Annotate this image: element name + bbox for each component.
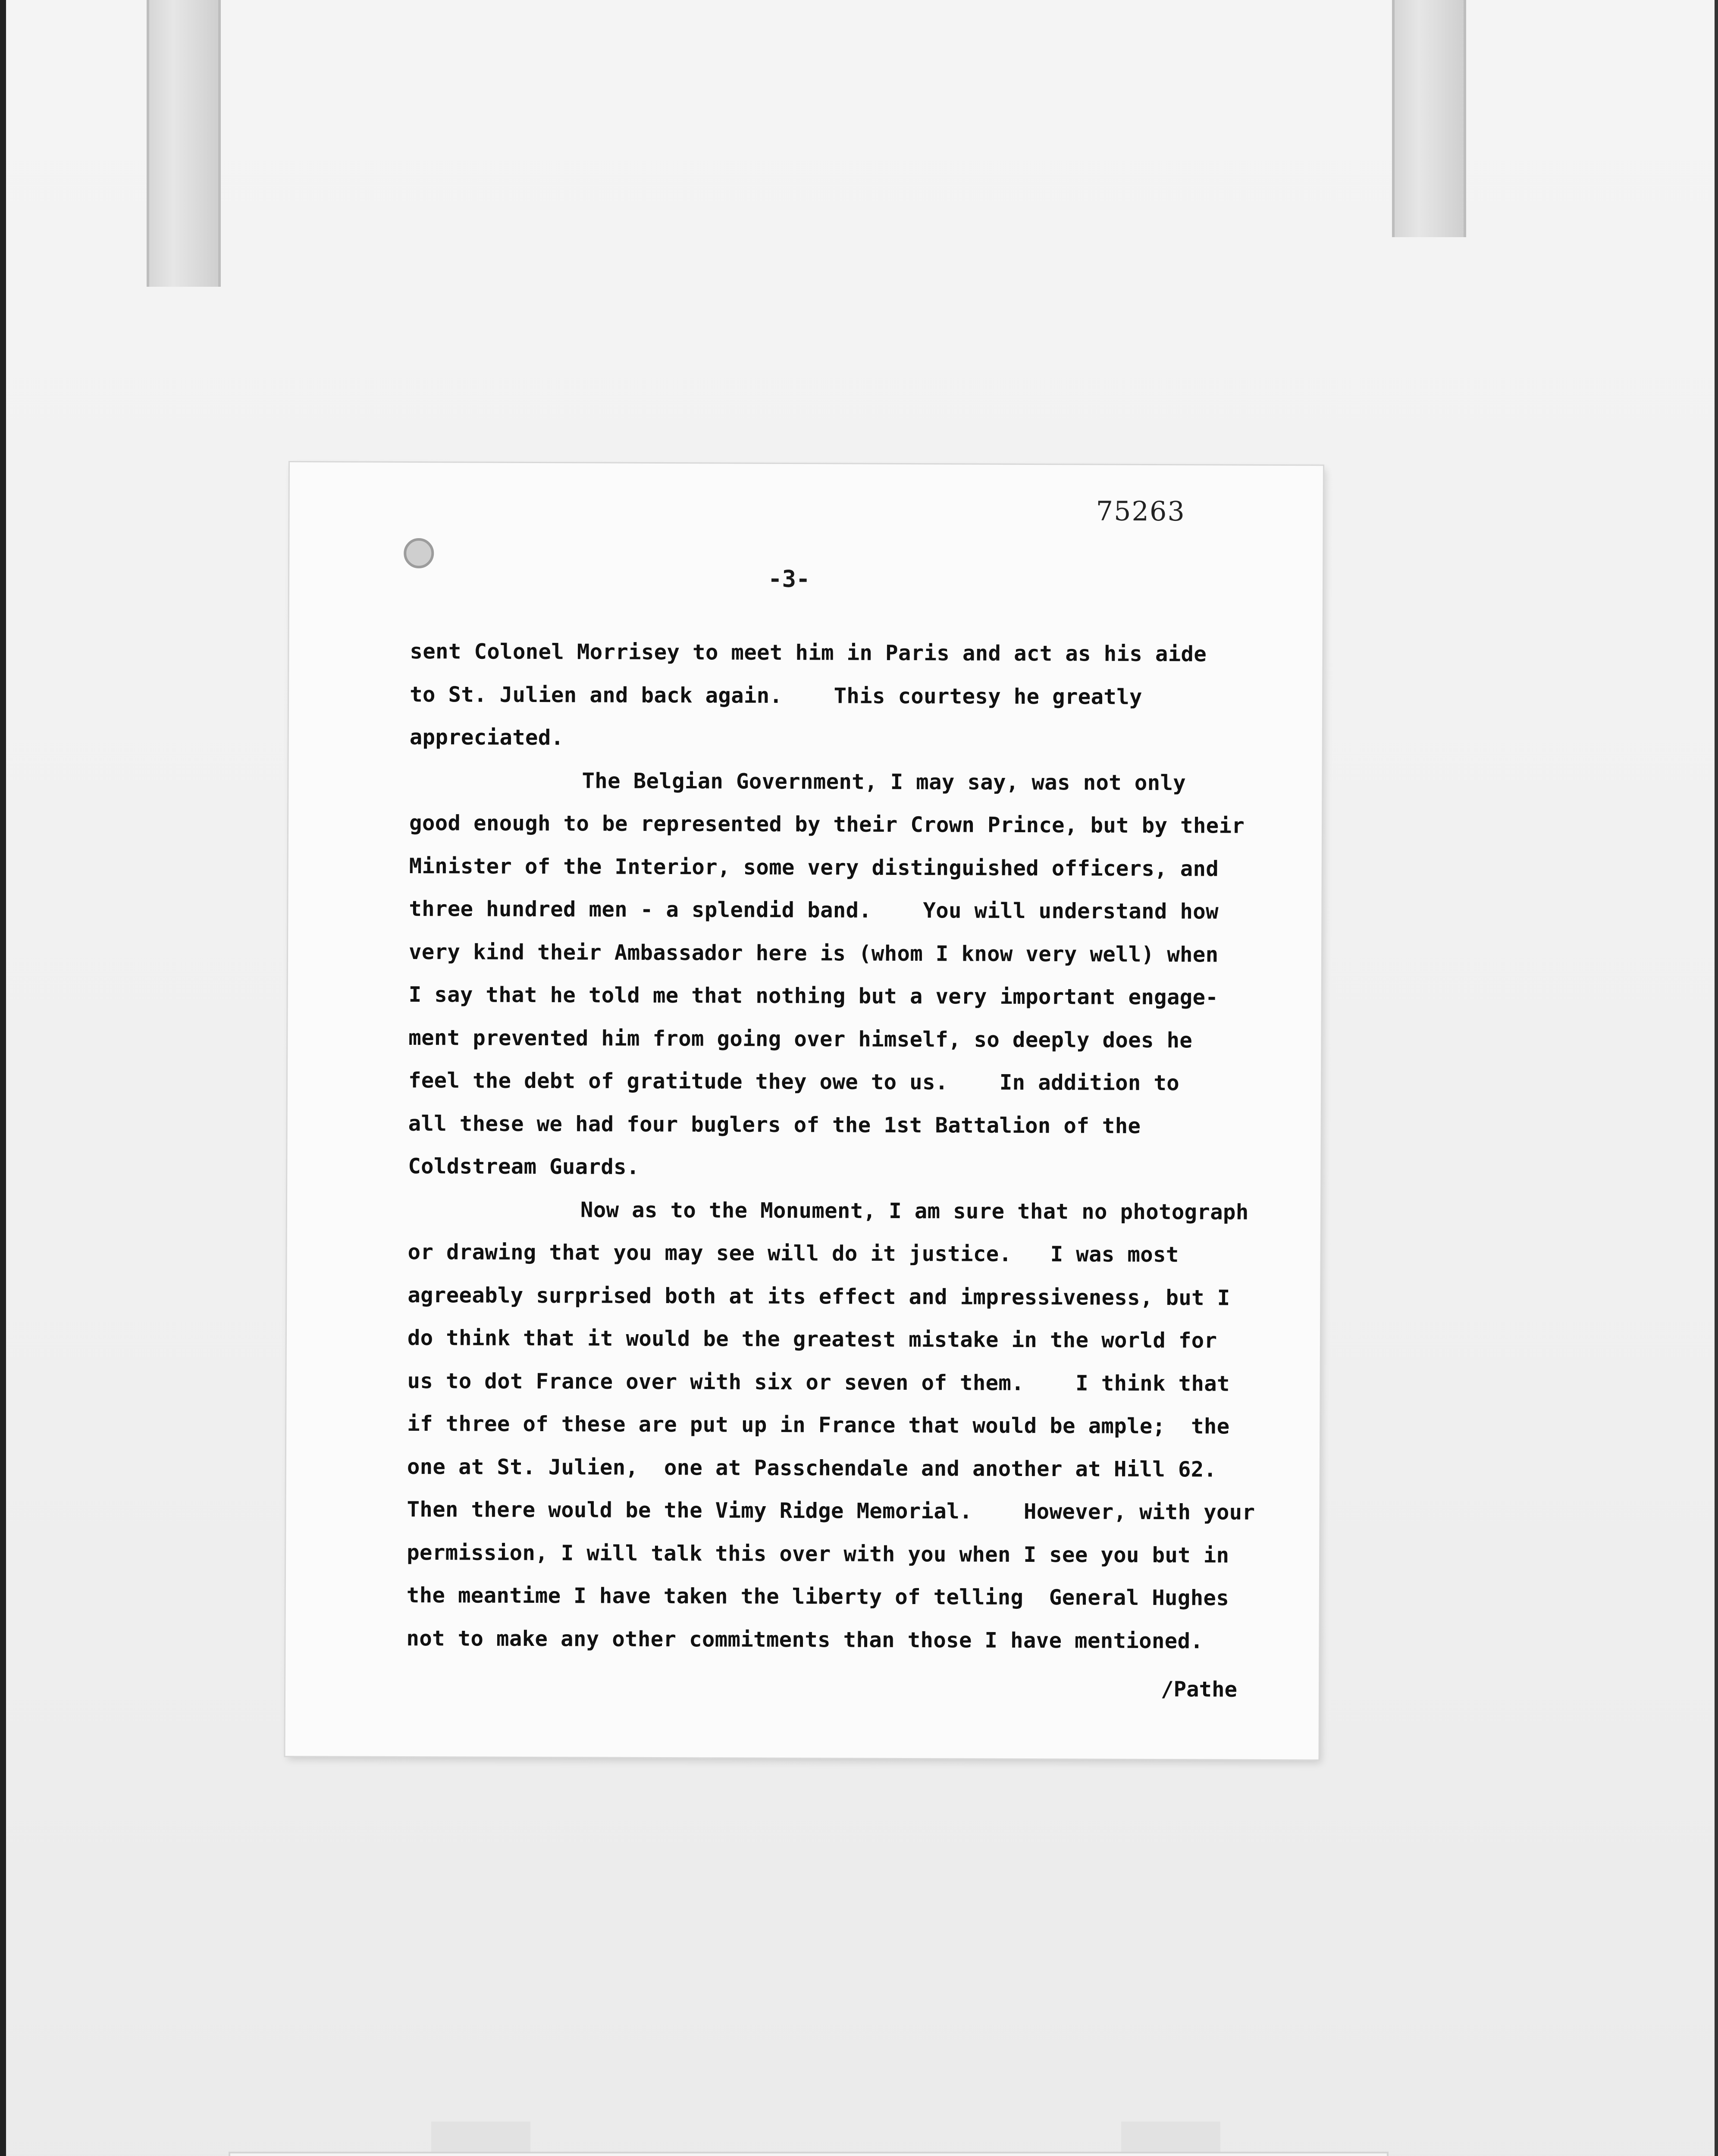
text-line: appreciated. [409, 724, 564, 750]
text-line: not to make any other commitments than those I have mentioned. [406, 1626, 1204, 1653]
text-line: very kind their Ambassador here is (whom I know very well) when [408, 939, 1219, 967]
text-line: Coldstream Guards. [408, 1153, 640, 1179]
film-edge-right [1715, 0, 1718, 2156]
text-line: good enough to be represented by their Crown Prince, but by their [409, 810, 1245, 838]
text-line: or drawing that you may see will do it justice. I was most [408, 1239, 1179, 1267]
text-line: three hundred men - a splendid band. You will understand how [409, 896, 1219, 924]
text-line: agreeably surprised both at its effect and impressiveness, but I [408, 1282, 1230, 1310]
punch-hole [404, 538, 434, 568]
text-line: The Belgian Government, I may say, was not only [582, 768, 1186, 795]
text-line: do think that it would be the greatest mistake in the world for [407, 1325, 1217, 1353]
tape-piece-label-left [431, 2122, 530, 2156]
text-line: all these we had four buglers of the 1st Battalion of the [408, 1111, 1141, 1138]
text-line: us to dot France over with six or seven of them. I think that [407, 1368, 1230, 1396]
tape-strip-top-right [1392, 0, 1466, 237]
text-line: sent Colonel Morrisey to meet him in Paris and act as his aide [410, 639, 1207, 667]
letter-page [285, 462, 1323, 1759]
text-line: Then there would be the Vimy Ridge Memorial. However, with your [407, 1497, 1255, 1525]
letter-body [406, 630, 1285, 1663]
archive-label-card [229, 2152, 1389, 2156]
text-line: Now as to the Monument, I am sure that no photograph [580, 1197, 1249, 1225]
continuation-catchword: /Pathe [1160, 1677, 1238, 1702]
text-line: feel the debt of gratitude they owe to us. In addition to [408, 1068, 1180, 1096]
text-line: permission, I will talk this over with you when I see you but in [407, 1540, 1229, 1568]
document-number: 75263 [1096, 495, 1185, 527]
text-line: I say that he told me that nothing but a very important engage- [408, 982, 1219, 1010]
text-line: Minister of the Interior, some very distinguished officers, and [409, 853, 1219, 881]
page-number: -3- [768, 565, 810, 593]
tape-piece-label-right [1121, 2122, 1220, 2156]
text-line: the meantime I have taken the liberty of telling General Hughes [406, 1583, 1229, 1611]
text-line: one at St. Julien, one at Passchendale and another at Hill 62. [407, 1454, 1217, 1482]
text-line: ment prevented him from going over himself, so deeply does he [408, 1025, 1193, 1053]
film-edge-left [0, 0, 6, 2156]
text-line: to St. Julien and back again. This courtesy he greatly [410, 682, 1142, 709]
tape-strip-top-left [147, 0, 221, 287]
text-line: if three of these are put up in France that would be ample; the [407, 1411, 1230, 1439]
